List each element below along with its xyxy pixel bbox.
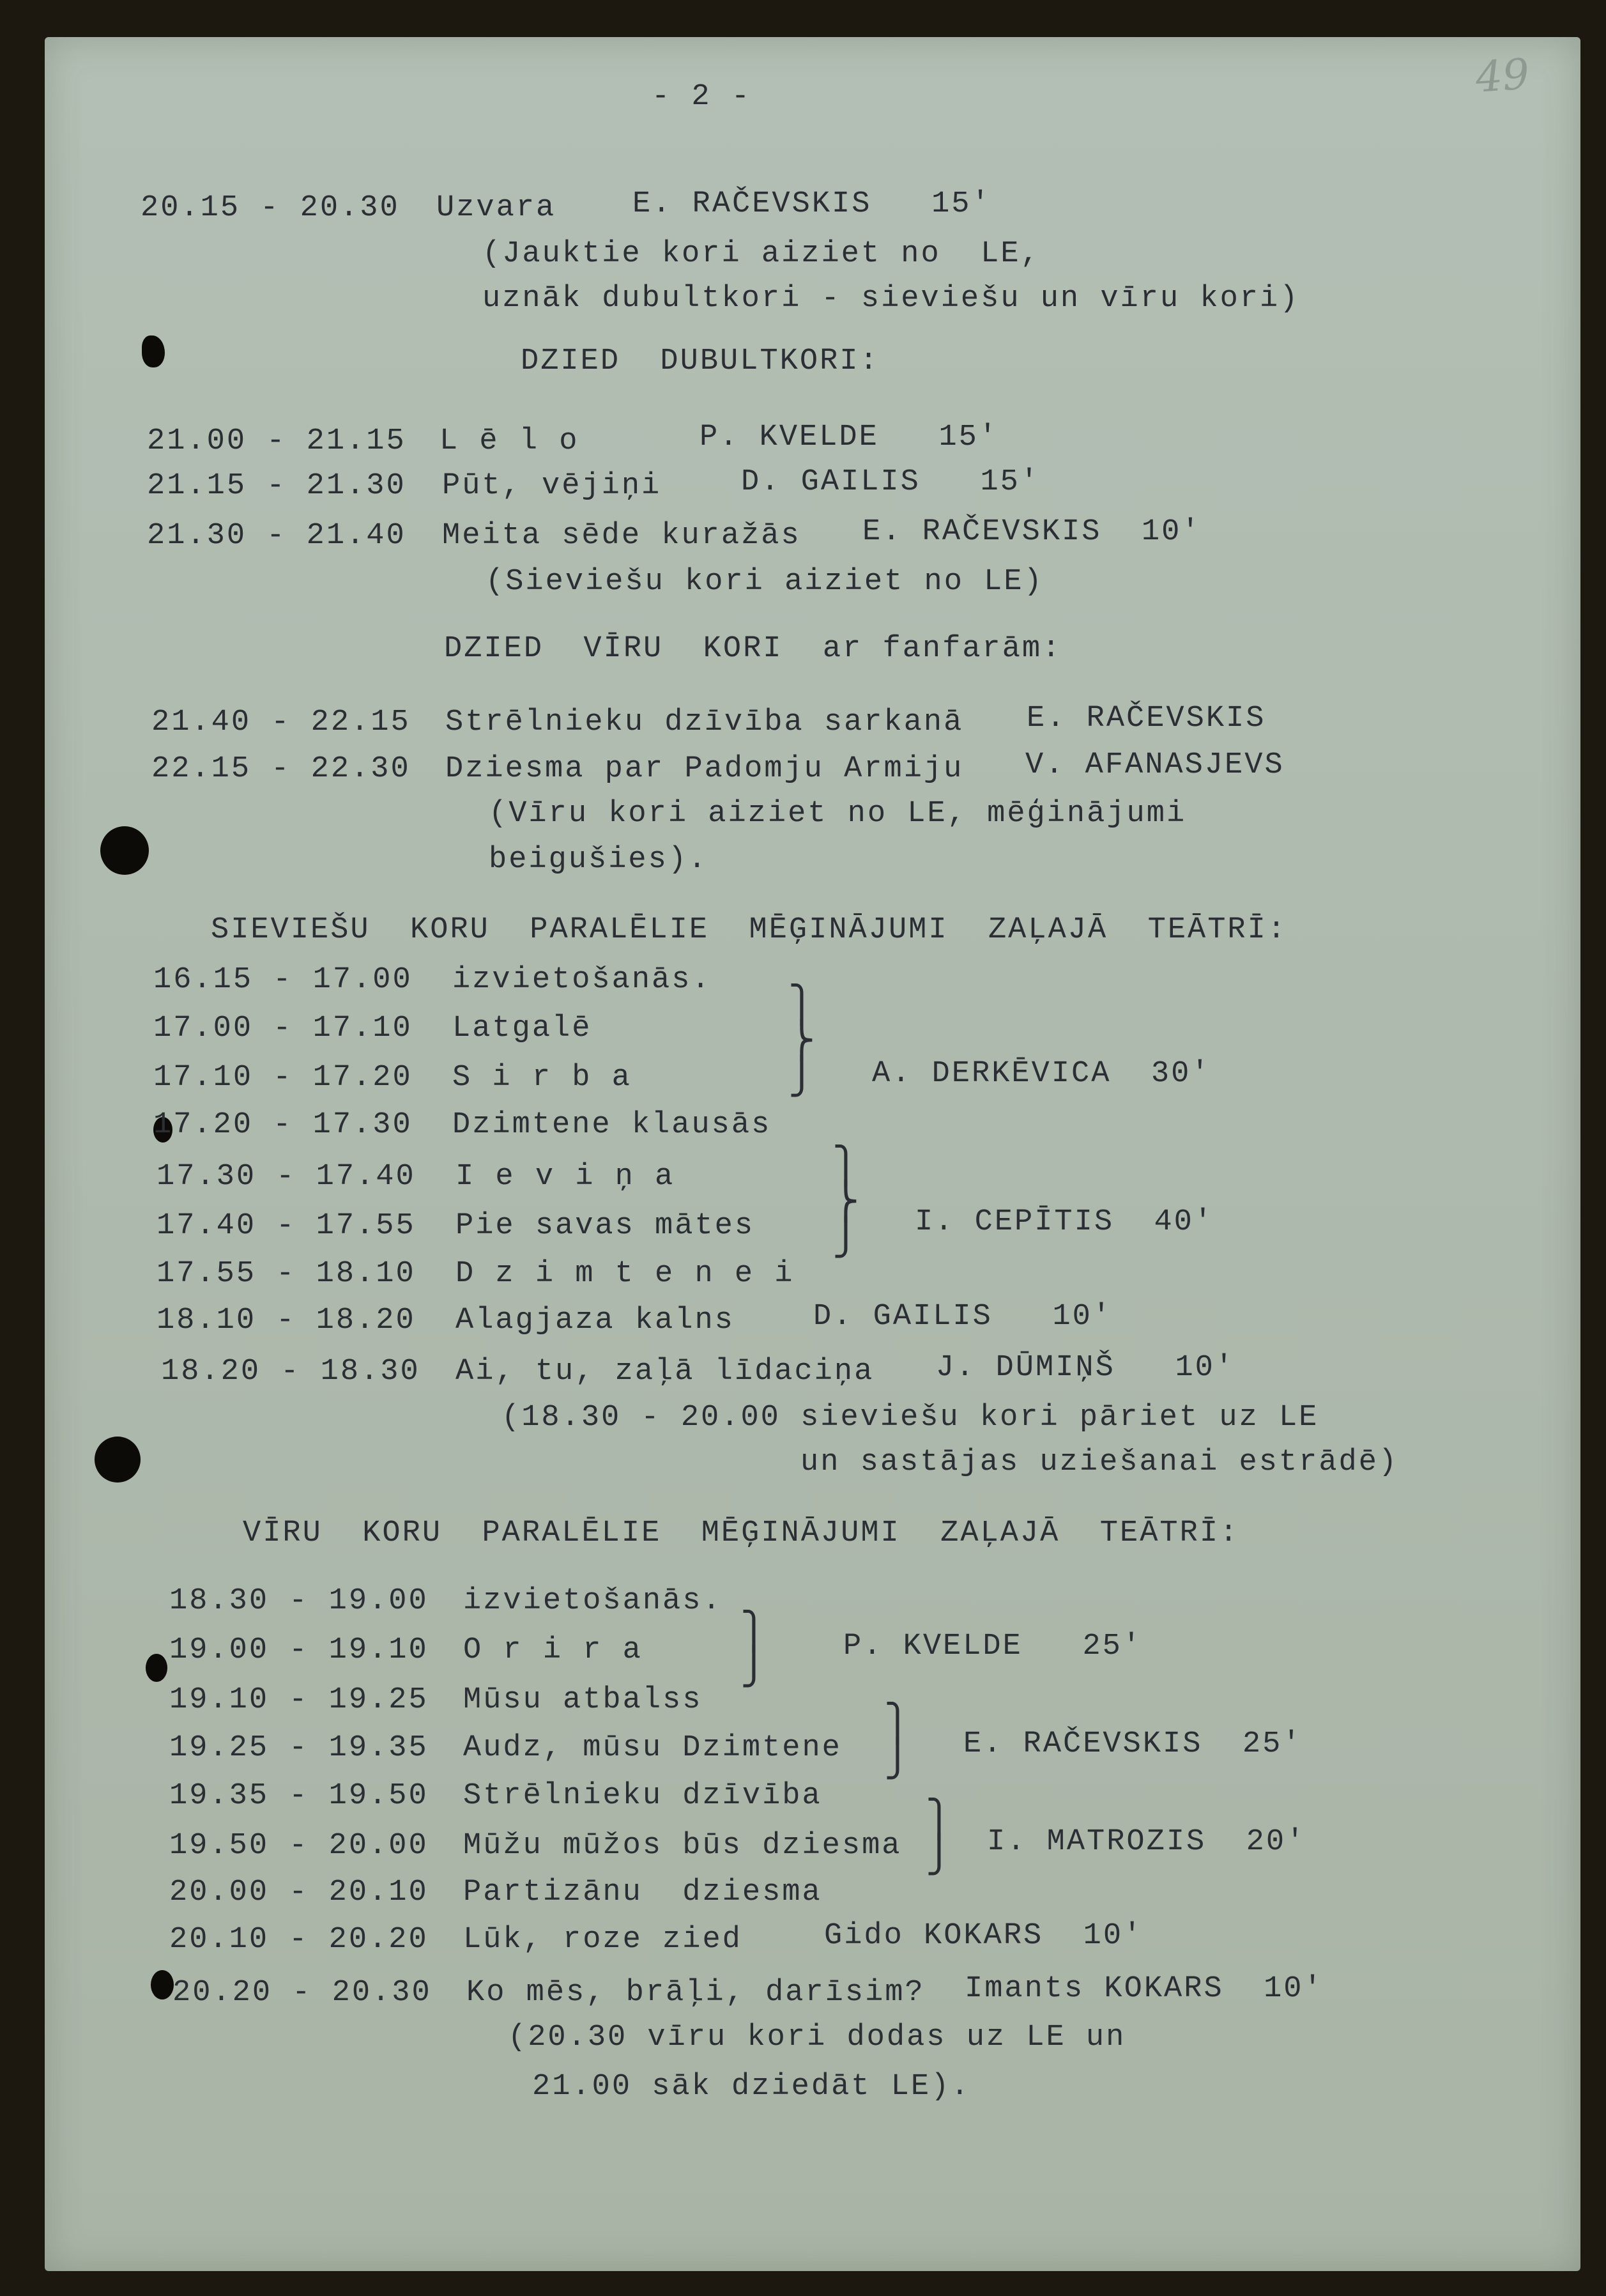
schedule-time: 17.20 - 17.30 <box>153 1108 413 1142</box>
schedule-time: 17.10 - 17.20 <box>153 1061 413 1095</box>
schedule-time: 21.00 - 21.15 <box>147 424 406 458</box>
punch-hole <box>146 1654 167 1682</box>
song-title: Audz, mūsu Dzimtene <box>463 1731 842 1765</box>
schedule-time: 18.20 - 18.30 <box>161 1355 420 1389</box>
conductor-info: D. GAILIS 15' <box>741 465 1041 499</box>
song-title: Partizānu dziesma <box>463 1876 822 1909</box>
song-title: Uzvara <box>436 191 556 225</box>
song-title: Dziesma par Padomju Armiju <box>445 752 964 786</box>
conductor-info: E. RAČEVSKIS 15' <box>632 187 991 221</box>
note-line: un sastājas uziešanai estrādē) <box>800 1445 1399 1479</box>
song-title: I e v i ņ a <box>455 1160 675 1194</box>
conductor-info: I. CEPĪTIS 40' <box>915 1205 1214 1239</box>
conductor-info: J. DŪMIŅŠ 10' <box>936 1351 1235 1385</box>
bracket: ⎫ ⎭ <box>928 1801 950 1877</box>
note-line: beigušies). <box>489 843 708 877</box>
schedule-time: 21.15 - 21.30 <box>147 469 406 503</box>
punch-hole <box>142 335 165 367</box>
schedule-time: 18.30 - 19.00 <box>169 1584 429 1618</box>
schedule-time: 17.40 - 17.55 <box>157 1209 416 1243</box>
schedule-time: 19.35 - 19.50 <box>169 1779 429 1813</box>
note-line: 21.00 sāk dziedāt LE). <box>532 2070 971 2104</box>
bracket: ⎫ ⎬ ⎭ <box>835 1148 857 1260</box>
conductor-info: P. KVELDE 25' <box>843 1630 1143 1663</box>
song-title: Dzimtene klausās <box>452 1108 772 1142</box>
schedule-time: 19.10 - 19.25 <box>169 1683 429 1717</box>
song-title: izvietošanās. <box>463 1584 723 1618</box>
section-heading: DZIED VĪRU KORI ar fanfarām: <box>444 632 1062 666</box>
schedule-time: 21.30 - 21.40 <box>147 519 406 553</box>
conductor-info: E. RAČEVSKIS 25' <box>963 1727 1303 1761</box>
conductor-info: Imants KOKARS 10' <box>965 1972 1324 2006</box>
bracket: ⎫ ⎭ <box>887 1705 908 1782</box>
song-title: Alagjaza kalns <box>455 1304 735 1337</box>
schedule-time: 19.50 - 20.00 <box>169 1829 429 1863</box>
song-title: Strēlnieku dzīvība sarkanā <box>445 705 964 739</box>
song-title: Pie savas mātes <box>455 1209 755 1243</box>
conductor-info: D. GAILIS 10' <box>813 1300 1113 1334</box>
conductor-info: A. DERKĒVICA 30' <box>872 1057 1211 1091</box>
song-title: Lūk, roze zied <box>463 1923 742 1957</box>
schedule-time: 20.15 - 20.30 <box>141 191 400 225</box>
conductor-info: I. MATROZIS 20' <box>987 1825 1306 1859</box>
song-title: Mūsu atbalss <box>463 1683 703 1717</box>
song-title: S i r b a <box>452 1061 632 1095</box>
section-heading: SIEVIEŠU KORU PARALĒLIE MĒĢINĀJUMI ZAĻAJĀ TEĀTRĪ: <box>211 913 1288 947</box>
song-title: Ko mēs, brāļi, darīsim? <box>466 1976 925 2010</box>
song-title: L ē l o <box>440 424 579 458</box>
schedule-time: 20.00 - 20.10 <box>169 1876 429 1909</box>
note-line: (20.30 vīru kori dodas uz LE un <box>508 2021 1126 2054</box>
note-line: (Sieviešu kori aiziet no LE) <box>486 565 1044 599</box>
song-title: izvietošanās. <box>452 963 712 997</box>
schedule-time: 17.55 - 18.10 <box>157 1257 416 1291</box>
page-number: - 2 - <box>652 80 752 114</box>
schedule-time: 22.15 - 22.30 <box>151 752 411 786</box>
handwritten-page-number: 49 <box>1474 49 1531 102</box>
song-title: O r i r a <box>463 1633 643 1667</box>
schedule-time: 17.00 - 17.10 <box>153 1012 413 1045</box>
note-line: uznāk dubultkori - sieviešu un vīru kori) <box>482 282 1300 316</box>
conductor-info: E. RAČEVSKIS 10' <box>862 515 1202 549</box>
note-line: (Vīru kori aiziet no LE, mēģinājumi <box>489 797 1187 831</box>
schedule-time: 19.00 - 19.10 <box>169 1633 429 1667</box>
conductor-info: E. RAČEVSKIS <box>1027 702 1266 736</box>
bracket: ⎫ ⎬ ⎭ <box>791 987 813 1099</box>
schedule-time: 20.20 - 20.30 <box>172 1976 432 2010</box>
schedule-time: 21.40 - 22.15 <box>151 705 411 739</box>
song-title: Latgalē <box>452 1012 592 1045</box>
song-title: D z i m t e n e i <box>455 1257 795 1291</box>
note-line: (18.30 - 20.00 sieviešu kori pāriet uz LE <box>501 1401 1319 1435</box>
punch-hole <box>151 1970 174 1999</box>
note-line: (Jauktie kori aiziet no LE, <box>482 237 1041 271</box>
schedule-time: 17.30 - 17.40 <box>157 1160 416 1194</box>
conductor-info: Gido KOKARS 10' <box>824 1919 1143 1953</box>
song-title: Pūt, vējiņi <box>442 469 662 503</box>
section-heading: VĪRU KORU PARALĒLIE MĒĢINĀJUMI ZAĻAJĀ TEĀTRĪ: <box>243 1516 1240 1550</box>
conductor-info: P. KVELDE 15' <box>700 420 999 454</box>
song-title: Meita sēde kuražās <box>442 519 801 553</box>
punch-hole <box>95 1437 141 1483</box>
conductor-info: V. AFANASJEVS <box>1025 748 1285 782</box>
schedule-time: 18.10 - 18.20 <box>157 1304 416 1337</box>
schedule-time: 20.10 - 20.20 <box>169 1923 429 1957</box>
bracket: ⎫ ⎭ <box>743 1613 765 1690</box>
section-heading: DZIED DUBULTKORI: <box>521 344 880 378</box>
punch-hole <box>100 826 149 875</box>
song-title: Strēlnieku dzīvība <box>463 1779 822 1813</box>
schedule-time: 19.25 - 19.35 <box>169 1731 429 1765</box>
song-title: Mūžu mūžos būs dziesma <box>463 1829 902 1863</box>
song-title: Ai, tu, zaļā līdaciņa <box>455 1355 875 1389</box>
schedule-time: 16.15 - 17.00 <box>153 963 413 997</box>
